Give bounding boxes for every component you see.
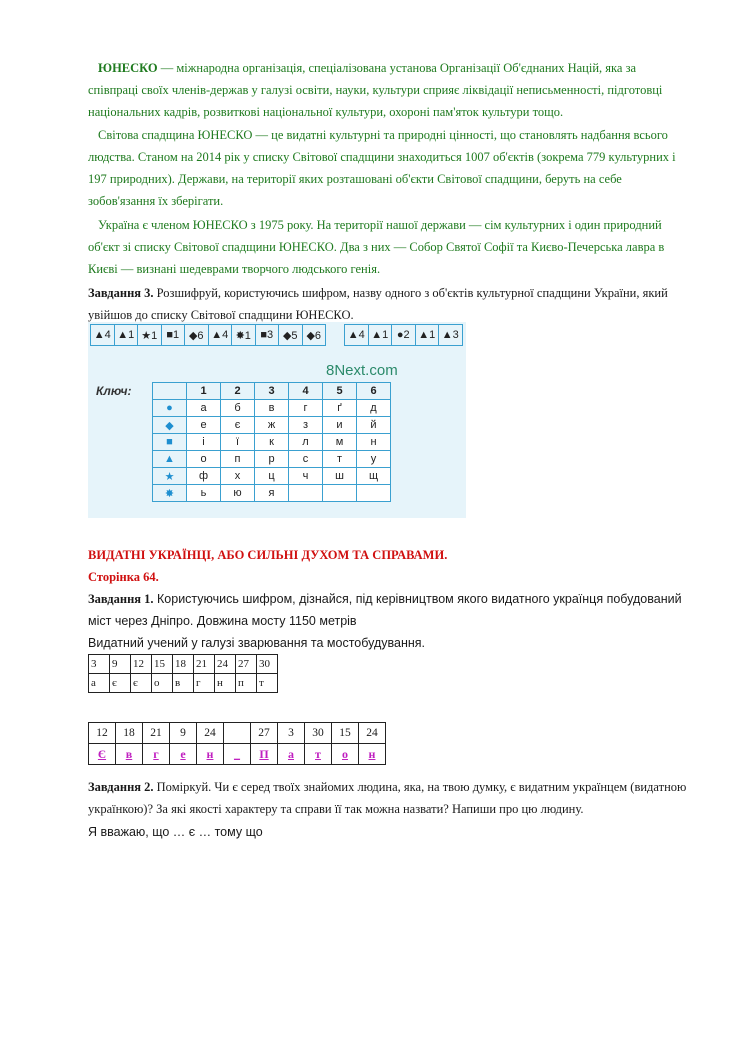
key-cell: ґ — [323, 400, 357, 417]
key-col-header: 5 — [323, 383, 357, 400]
key-letter: г — [194, 674, 215, 693]
watermark: 8Next.com — [326, 362, 398, 379]
key-number: 12 — [131, 655, 152, 674]
key-cell: ї — [221, 434, 255, 451]
cipher-cell: ■3 — [256, 325, 280, 345]
cipher-strip-1 — [90, 324, 326, 346]
answer-letter: н — [197, 744, 224, 765]
cipher-cell: ▲1 — [369, 325, 393, 345]
key-number-row — [89, 655, 278, 674]
cipher-cell: ▲4 — [209, 325, 233, 345]
task2-text: Поміркуй. Чи є серед твоїх знайомих людина, яка, на твою думку, є видатним українцем (видатною українкою)? За які якості характеру та справи її так можна назвати? Напиши про цю людину. — [88, 780, 687, 816]
ukraine-unesco-paragraph: Україна є членом ЮНЕСКО з 1975 року. На території нашої держави — сім культурних і один природний об'єкт зі списку Світової спадщини ЮНЕСКО. Два з них — Собор Святої Софії та Києво-Печерська лавра в Києві — визнані шедеврами творчого людського генія. — [88, 218, 665, 276]
key-row — [153, 417, 391, 434]
key-cell: ф — [187, 468, 221, 485]
key-cell: р — [255, 451, 289, 468]
answer-number: 18 — [116, 723, 143, 744]
answer-letter: н — [359, 744, 386, 765]
key-cell: т — [323, 451, 357, 468]
answer-letter: о — [332, 744, 359, 765]
key-cell: а — [187, 400, 221, 417]
task1-label: Завдання 1. — [88, 592, 154, 606]
key-number: 3 — [89, 655, 110, 674]
task3-text: Розшифруй, користуючись шифром, назву одного з об'єктів культурної спадщини України, який увійшов до списку Світової спадщини ЮНЕСКО. — [88, 286, 668, 322]
key-corner — [153, 383, 187, 400]
burst-icon: ✸ — [153, 485, 187, 502]
key-cell: щ — [357, 468, 391, 485]
task2-paragraph — [88, 776, 688, 820]
cipher-cell: ◆6 — [185, 325, 209, 345]
key-cell: з — [289, 417, 323, 434]
key-col-header: 3 — [255, 383, 289, 400]
key-label: Ключ: — [96, 384, 132, 398]
key-row — [153, 434, 391, 451]
key-letter: н — [215, 674, 236, 693]
answer-letter: г — [143, 744, 170, 765]
key-cell: є — [221, 417, 255, 434]
circle-icon: ● — [153, 400, 187, 417]
key-col-header: 4 — [289, 383, 323, 400]
cipher-figure — [88, 322, 466, 518]
answer-letter: е — [170, 744, 197, 765]
key-letter-row — [89, 674, 278, 693]
task1-paragraph — [88, 588, 688, 632]
diamond-icon: ◆ — [153, 417, 187, 434]
key-number: 9 — [110, 655, 131, 674]
key-col-header: 1 — [187, 383, 221, 400]
cipher-cell: ▲4 — [345, 325, 369, 345]
key-letter: в — [173, 674, 194, 693]
key-cell: б — [221, 400, 255, 417]
cipher-cell: ◆6 — [306, 329, 322, 342]
key-cell: н — [357, 434, 391, 451]
key-cell: ш — [323, 468, 357, 485]
key-cell: к — [255, 434, 289, 451]
key-cell: о — [187, 451, 221, 468]
answer-letter: _ — [224, 744, 251, 765]
cipher-cell: ▲4 — [91, 325, 115, 345]
key-number: 15 — [152, 655, 173, 674]
cipher-cell: ◆5 — [279, 325, 303, 345]
key-letter: т — [257, 674, 278, 693]
answer-letter: т — [305, 744, 332, 765]
key-header-row — [153, 383, 391, 400]
key-cell: с — [289, 451, 323, 468]
unesco-paragraph — [88, 57, 688, 123]
answer-number: 24 — [359, 723, 386, 744]
key-number: 30 — [257, 655, 278, 674]
key-cell: і — [187, 434, 221, 451]
triangle-icon: ▲ — [153, 451, 187, 468]
key-letter: о — [152, 674, 173, 693]
key-cell: м — [323, 434, 357, 451]
task1-answer-table — [88, 722, 386, 765]
section-title: ВИДАТНІ УКРАЇНЦІ, АБО СИЛЬНІ ДУХОМ ТА СПРАВАМИ. — [88, 548, 448, 562]
key-cell — [289, 485, 323, 502]
task1-key-table — [88, 654, 278, 693]
cipher-cell: ■1 — [162, 325, 186, 345]
answer-letter-row — [89, 744, 386, 765]
cipher-cell: ✸1 — [232, 325, 256, 345]
answer-number: 12 — [89, 723, 116, 744]
cipher-cell: ★1 — [138, 325, 162, 345]
key-cell: и — [323, 417, 357, 434]
key-cell: й — [357, 417, 391, 434]
key-cell: п — [221, 451, 255, 468]
key-row — [153, 485, 391, 502]
answer-number — [224, 723, 251, 744]
key-cell: г — [289, 400, 323, 417]
answer-number: 24 — [197, 723, 224, 744]
cipher-cell: ●2 — [392, 325, 416, 345]
key-letter: п — [236, 674, 257, 693]
key-cell: у — [357, 451, 391, 468]
answer-letter: Є — [89, 744, 116, 765]
unesco-term: ЮНЕСКО — [98, 61, 158, 75]
task3-label: Завдання 3. — [88, 286, 154, 300]
answer-number: 30 — [305, 723, 332, 744]
key-row — [153, 400, 391, 417]
task2-label: Завдання 2. — [88, 780, 154, 794]
star-icon: ★ — [153, 468, 187, 485]
key-cell — [323, 485, 357, 502]
cipher-key-table — [152, 382, 391, 502]
key-col-header: 2 — [221, 383, 255, 400]
key-letter: є — [131, 674, 152, 693]
key-number: 27 — [236, 655, 257, 674]
answer-number: 21 — [143, 723, 170, 744]
page-number: Сторінка 64. — [88, 570, 159, 584]
key-cell: л — [289, 434, 323, 451]
key-letter: а — [89, 674, 110, 693]
key-letter: є — [110, 674, 131, 693]
cipher-cell: ▲1 — [416, 325, 440, 345]
unesco-definition: — міжнародна організація, спеціалізована установа Організації Об'єднаних Націй, яка за співпраці своїх членів-держав у галузі освіти, науки, культури сприяє ліквідації неписьменності, підготовці національних кадрів, розвиткові національної культури, охороні пам'яток культури тощо. — [88, 61, 663, 119]
key-cell: я — [255, 485, 289, 502]
key-cell: в — [255, 400, 289, 417]
key-col-header: 6 — [357, 383, 391, 400]
key-cell: д — [357, 400, 391, 417]
key-cell: ь — [187, 485, 221, 502]
task1-hint: Видатний учений у галузі зварювання та мостобудування. — [88, 636, 426, 650]
key-row — [153, 451, 391, 468]
key-row — [153, 468, 391, 485]
key-number: 24 — [215, 655, 236, 674]
answer-number: 3 — [278, 723, 305, 744]
cipher-cell: ▲1 — [115, 325, 139, 345]
world-heritage-paragraph: Світова спадщина ЮНЕСКО — це видатні культурні та природні цінності, що становлять надбання всього людства. Станом на 2014 рік у списку Світової спадщини знаходиться 1007 об'єктів (зокрема 779 культурних і 197 природних). Держави, на території яких розташовані об'єкти Світової спадщини, беруть на себе зобов'язання їх зберігати. — [88, 128, 676, 208]
task1-text: Користуючись шифром, дізнайся, під керівництвом якого видатного українця побудований міст через Дніпро. Довжина мосту 1150 метрів — [88, 592, 682, 628]
key-number: 18 — [173, 655, 194, 674]
cipher-strip-2 — [344, 324, 463, 346]
key-cell: х — [221, 468, 255, 485]
key-cell: ю — [221, 485, 255, 502]
answer-number: 9 — [170, 723, 197, 744]
key-cell: е — [187, 417, 221, 434]
answer-letter: а — [278, 744, 305, 765]
key-cell: ч — [289, 468, 323, 485]
answer-letter: в — [116, 744, 143, 765]
key-number: 21 — [194, 655, 215, 674]
answer-number: 27 — [251, 723, 278, 744]
answer-number-row — [89, 723, 386, 744]
task3-paragraph — [88, 282, 688, 326]
square-icon: ■ — [153, 434, 187, 451]
answer-letter: П — [251, 744, 278, 765]
cipher-cell: ▲3 — [441, 329, 459, 341]
key-cell — [357, 485, 391, 502]
task2-answer: Я вважаю, що … є … тому що — [88, 825, 263, 839]
key-cell: ж — [255, 417, 289, 434]
key-cell: ц — [255, 468, 289, 485]
answer-number: 15 — [332, 723, 359, 744]
